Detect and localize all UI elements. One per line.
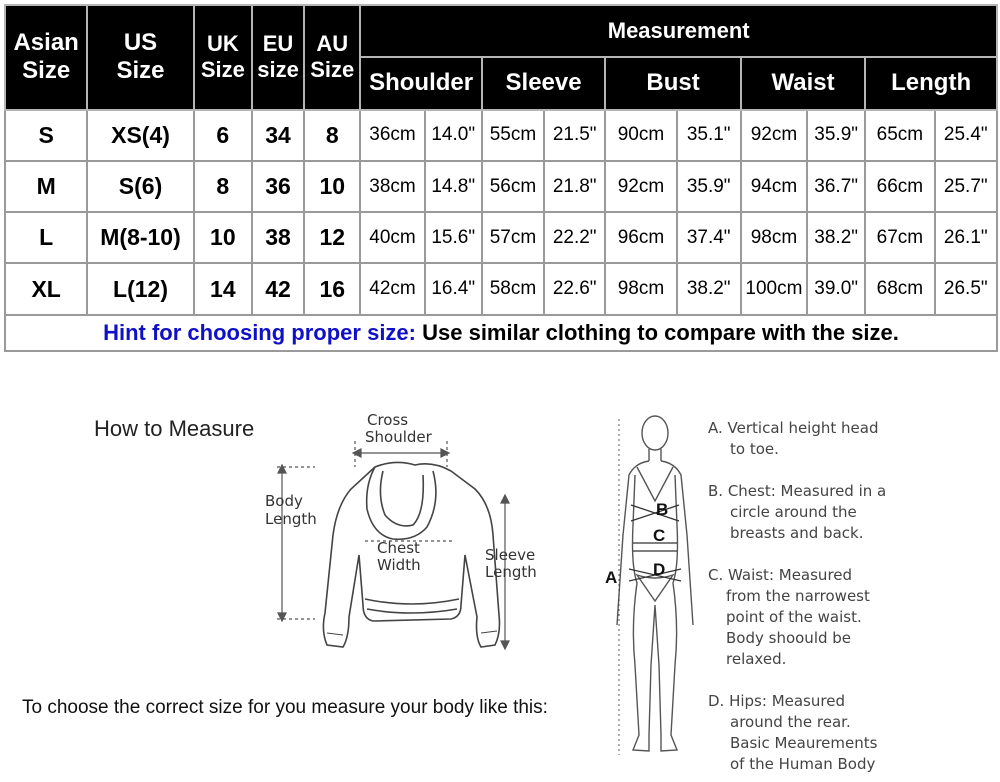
shoulder-cm-cell: 38cm	[360, 161, 424, 212]
waist-in-cell: 38.2"	[807, 212, 865, 263]
sleeve-in-cell: 21.5"	[544, 110, 605, 161]
note-d: D. Hips: Measured around the rear. Basic Meaurements of the Human Body	[708, 692, 878, 773]
uk-size-cell: 10	[194, 212, 252, 263]
measurement-notes	[708, 418, 998, 775]
header-row-1	[5, 5, 997, 57]
au-size-cell: 8	[304, 110, 360, 161]
uk-size-cell: 14	[194, 263, 252, 314]
label-b: B	[656, 500, 669, 519]
label-body-length: Length	[265, 510, 317, 528]
shoulder-header: Shoulder	[360, 57, 481, 109]
human-outline	[617, 416, 693, 751]
au-size-header: AU Size	[304, 5, 360, 110]
length-header: Length	[865, 57, 997, 109]
size-hint	[5, 315, 997, 351]
shoulder-in-cell: 15.6"	[425, 212, 482, 263]
garment-diagram	[255, 405, 555, 665]
au-size-cell: 12	[304, 212, 360, 263]
shoulder-cm-cell: 40cm	[360, 212, 424, 263]
bust-in-cell: 38.2"	[677, 263, 741, 314]
note-c: C. Waist: Measured from the narrowest point of the waist. Body shoould be relaxed.	[708, 566, 870, 668]
length-cm-cell: 67cm	[865, 212, 934, 263]
eu-size-cell: 36	[252, 161, 304, 212]
label-d: D	[653, 560, 666, 579]
waist-in-cell: 36.7"	[807, 161, 865, 212]
asian-size-header: Asian Size	[5, 5, 87, 110]
waist-cm-cell: 92cm	[741, 110, 807, 161]
label-chest: Chest	[377, 539, 420, 557]
bust-in-cell: 35.1"	[677, 110, 741, 161]
sleeve-in-cell: 22.2"	[544, 212, 605, 263]
waist-header: Waist	[741, 57, 865, 109]
label-body: Body	[265, 492, 303, 510]
table-row	[5, 212, 997, 263]
sleeve-cm-cell: 56cm	[482, 161, 544, 212]
label-cross: Cross	[367, 411, 409, 429]
us-size-cell: S(6)	[87, 161, 193, 212]
shoulder-cm-cell: 42cm	[360, 263, 424, 314]
note-b: B. Chest: Measured in a circle around the breasts and back.	[708, 482, 887, 542]
note-a: A. Vertical height head to toe.	[708, 419, 879, 458]
bust-header: Bust	[605, 57, 741, 109]
us-size-cell: L(12)	[87, 263, 193, 314]
asian-size-cell: XL	[5, 263, 87, 314]
us-size-header: US Size	[87, 5, 193, 110]
uk-size-header: UK Size	[194, 5, 252, 110]
length-cm-cell: 66cm	[865, 161, 934, 212]
label-sleeve-length: Length	[485, 563, 537, 581]
shoulder-cm-cell: 36cm	[360, 110, 424, 161]
uk-size-cell: 8	[194, 161, 252, 212]
shoulder-in-cell: 16.4"	[425, 263, 482, 314]
asian-size-cell: L	[5, 212, 87, 263]
length-in-cell: 25.4"	[935, 110, 997, 161]
eu-size-cell: 34	[252, 110, 304, 161]
waist-cm-cell: 100cm	[741, 263, 807, 314]
length-in-cell: 26.5"	[935, 263, 997, 314]
sleeve-header: Sleeve	[482, 57, 605, 109]
shoulder-in-cell: 14.0"	[425, 110, 482, 161]
waist-cm-cell: 98cm	[741, 212, 807, 263]
sleeve-cm-cell: 58cm	[482, 263, 544, 314]
how-to-measure-title: How to Measure	[94, 416, 255, 441]
au-size-cell: 10	[304, 161, 360, 212]
us-size-cell: XS(4)	[87, 110, 193, 161]
label-sleeve: Sleeve	[485, 546, 536, 564]
table-row	[5, 263, 997, 314]
length-in-cell: 26.1"	[935, 212, 997, 263]
eu-size-cell: 42	[252, 263, 304, 314]
sleeve-in-cell: 22.6"	[544, 263, 605, 314]
label-a: A	[605, 568, 618, 587]
waist-in-cell: 35.9"	[807, 110, 865, 161]
bust-in-cell: 37.4"	[677, 212, 741, 263]
eu-size-header: EU size	[252, 5, 304, 110]
label-chest-width: Width	[377, 556, 421, 574]
bust-cm-cell: 92cm	[605, 161, 676, 212]
size-chart-table	[4, 4, 998, 352]
waist-in-cell: 39.0"	[807, 263, 865, 314]
hint-row	[5, 315, 997, 351]
table-row	[5, 161, 997, 212]
length-cm-cell: 65cm	[865, 110, 934, 161]
eu-size-cell: 38	[252, 212, 304, 263]
asian-size-cell: S	[5, 110, 87, 161]
length-in-cell: 25.7"	[935, 161, 997, 212]
bust-cm-cell: 90cm	[605, 110, 676, 161]
sleeve-in-cell: 21.8"	[544, 161, 605, 212]
sleeve-cm-cell: 57cm	[482, 212, 544, 263]
bust-cm-cell: 98cm	[605, 263, 676, 314]
uk-size-cell: 6	[194, 110, 252, 161]
length-cm-cell: 68cm	[865, 263, 934, 314]
body-figure	[595, 405, 705, 782]
measurement-header: Measurement	[360, 5, 997, 57]
hint-text: Use similar clothing to compare with the size.	[416, 319, 899, 345]
table-row	[5, 110, 997, 161]
au-size-cell: 16	[304, 263, 360, 314]
us-size-cell: M(8-10)	[87, 212, 193, 263]
asian-size-cell: M	[5, 161, 87, 212]
label-c: C	[653, 526, 666, 545]
waist-cm-cell: 94cm	[741, 161, 807, 212]
label-shoulder: Shoulder	[365, 428, 432, 446]
hint-label: Hint for choosing proper size:	[103, 319, 416, 345]
shoulder-in-cell: 14.8"	[425, 161, 482, 212]
measure-instruction: To choose the correct size for you measure your body like this:	[22, 697, 548, 718]
bust-cm-cell: 96cm	[605, 212, 676, 263]
bust-in-cell: 35.9"	[677, 161, 741, 212]
sleeve-cm-cell: 55cm	[482, 110, 544, 161]
